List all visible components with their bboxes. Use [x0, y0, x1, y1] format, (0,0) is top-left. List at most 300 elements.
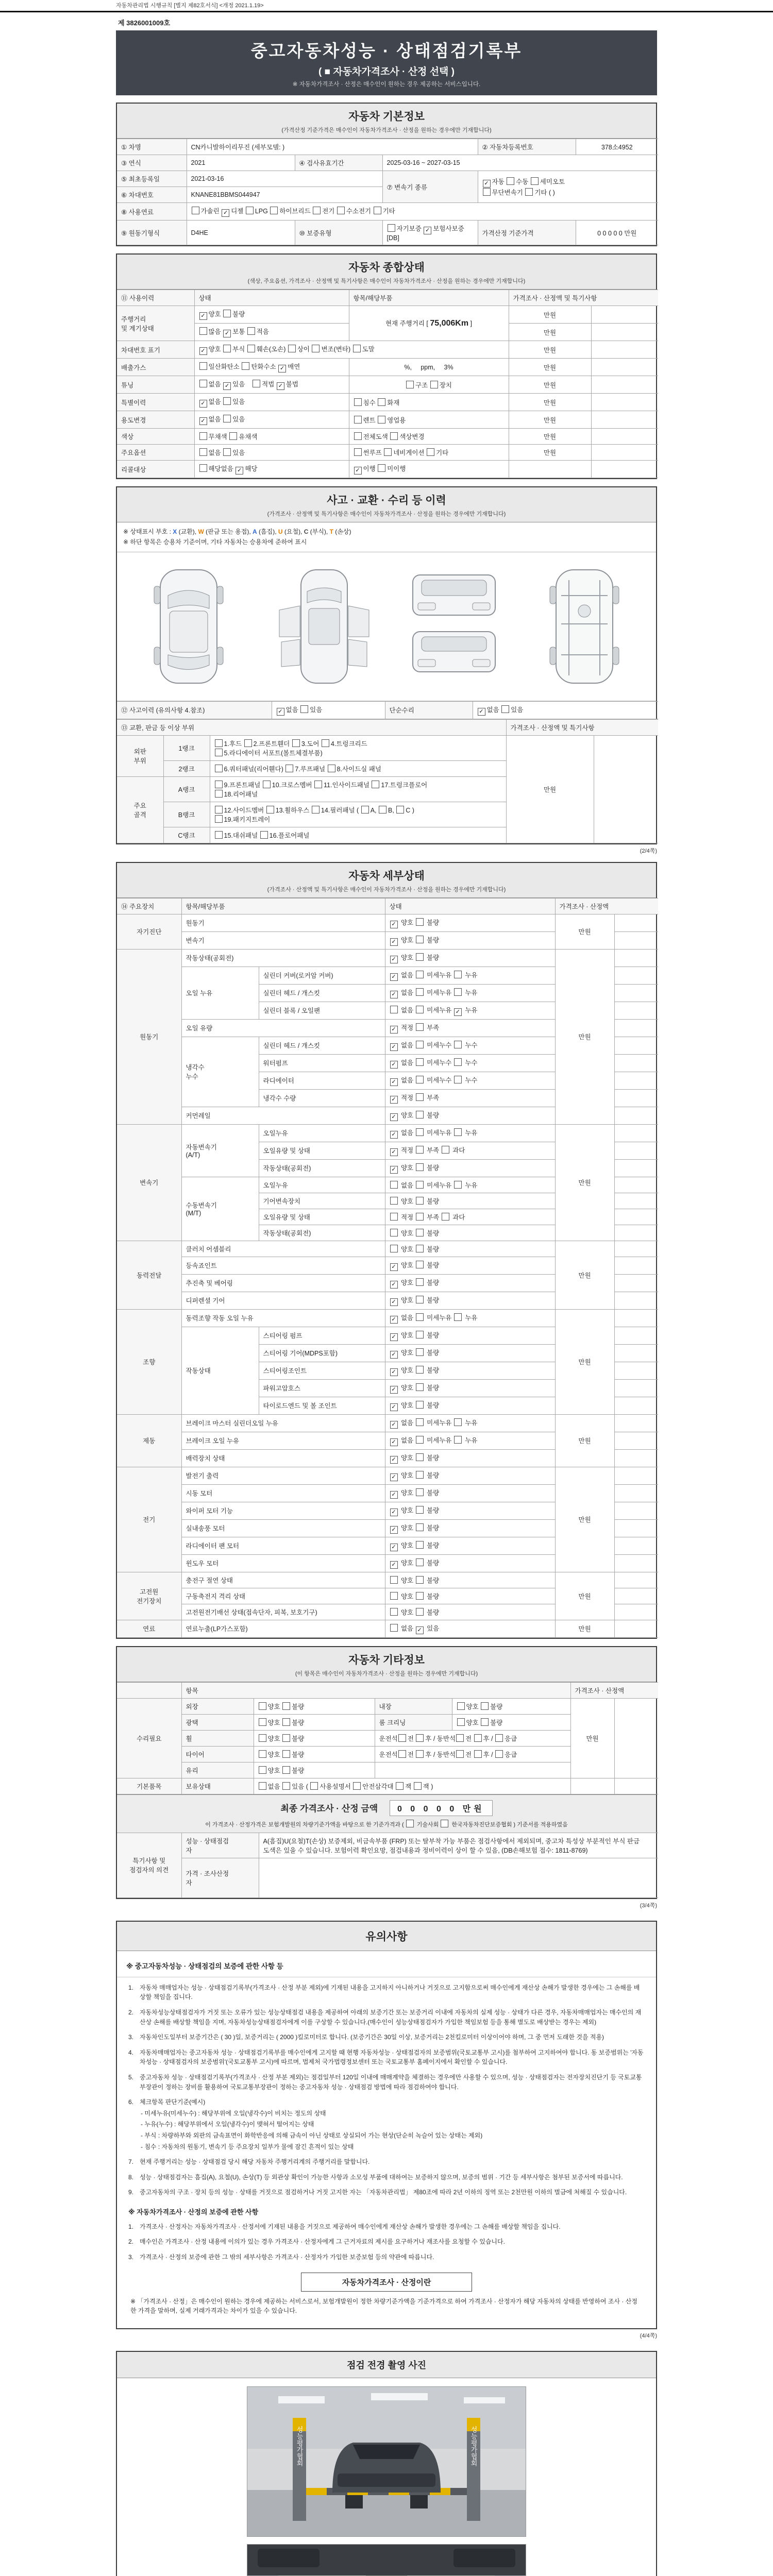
checkbox-empty-icon: [244, 739, 252, 747]
checkbox-checked-icon: ✓: [390, 1351, 398, 1359]
notice-item: [128, 2073, 645, 2092]
table-cell: ⑬ 교환, 판금 등 이상 부위: [117, 719, 506, 735]
checkbox-checked-icon: ✓: [390, 1456, 398, 1464]
checkbox-empty-icon: [199, 362, 207, 370]
state-symbol-W: W: [198, 528, 204, 535]
table-cell: [594, 735, 658, 843]
table-cell: 양호 불량: [385, 1588, 555, 1604]
table-cell: [614, 1209, 658, 1225]
table-cell: 보유상태: [181, 1778, 254, 1794]
table-cell: 만원: [555, 1620, 614, 1637]
notice-subitem: - 미세누유(미세누수) : 해당부위에 오일(냉각수)이 비치는 정도의 상태: [141, 2109, 326, 2117]
car-underbody-diagram: [520, 560, 649, 693]
table-cell: 양호 불량: [254, 1698, 375, 1714]
table-cell: ✓ 양호 불량: [385, 1449, 555, 1467]
section-photos: [116, 2351, 657, 2576]
table-cell: ⑨ 원동기형식: [117, 221, 187, 245]
checkbox-empty-icon: [427, 448, 434, 456]
table-cell: 오일 누유: [181, 967, 259, 1019]
checkbox-empty-icon: [454, 1076, 462, 1083]
table-cell: 제동: [117, 1414, 181, 1467]
table-cell: ✓ 없음 미세누유 누유: [385, 1124, 555, 1142]
page-title: 중고자동차성능 · 상태점검기록부: [250, 41, 523, 60]
page-marker-4: (4/4쪽): [640, 2332, 657, 2339]
checkbox-empty-icon: [390, 1576, 398, 1584]
table-cell: ✓ 이행 미이행: [349, 461, 509, 478]
checkbox-empty-icon: [416, 1471, 424, 1479]
table-cell: 윈도우 모터: [181, 1554, 385, 1572]
table-cell: [591, 341, 658, 359]
section-etc-title: 자동차 기타정보: [348, 1654, 425, 1666]
table-cell: [591, 445, 658, 461]
table-cell: ✓ 양호 불량: [385, 1379, 555, 1397]
checkbox-empty-icon: [372, 781, 379, 788]
checkbox-empty-icon: [282, 1766, 290, 1774]
notice-item: [128, 2097, 645, 2151]
price-definition-box-title: 자동차가격조사 · 산정이란: [301, 2273, 472, 2292]
notice-item-text: 매수인은 가격조사 · 산정 내용에 이의가 있는 경우 가격조사 · 산정자에게 그 근거자료의 제시를 요구하거나 재조사를 요청할 수 있습니다.: [140, 2238, 505, 2246]
table-cell: 1랭크: [163, 735, 210, 760]
checkbox-checked-icon: ✓: [390, 1026, 398, 1033]
notice-item-list: [117, 1983, 656, 2197]
table-cell: 원동기: [181, 914, 385, 931]
table-cell: 용도변경: [117, 411, 194, 429]
table-cell: 양호 불량: [385, 1225, 555, 1241]
checkbox-checked-icon: ✓: [390, 1131, 398, 1139]
checkbox-checked-icon: ✓: [354, 467, 362, 474]
notice-subheading: ※ 중고자동차성능 · 상태점검의 보증에 관한 사항 등: [117, 1953, 656, 1977]
table-row: [117, 1414, 658, 1432]
checkbox-empty-icon: [354, 398, 362, 406]
table-cell: 만원: [555, 1124, 614, 1241]
table-cell: 가격조사 · 산정액 및 특기사항: [506, 719, 658, 735]
table-cell: ⑫ 사고이력 (유의사항 4.참조): [117, 701, 272, 719]
accident-simple-repair-table: [117, 701, 658, 719]
table-row: [117, 701, 658, 719]
table-cell: A랭크: [163, 776, 210, 802]
table-cell: ✓ 없음 미세누유 누유: [385, 1432, 555, 1449]
table-cell: ⑧ 사용연료: [117, 203, 187, 221]
table-cell: [614, 1274, 658, 1292]
table-cell: 고전원전기배선 상태(접속단자, 피복, 보호기구): [181, 1604, 385, 1620]
notice-item-number: 3.: [128, 2253, 134, 2261]
notice-item-number: 6.: [128, 2098, 134, 2106]
table-cell: 구동축전지 격리 상태: [181, 1588, 385, 1604]
checkbox-empty-icon: [199, 464, 207, 472]
table-cell: ✓ 없음 미세누유 누유: [385, 967, 555, 984]
checkbox-empty-icon: [282, 1734, 290, 1742]
notice-item-text: 자동차매매업자는 중고자동차 성능 · 상태점검기록부를 매수인에게 고지할 때 현행 자동차성능 · 상태점검자의 보증범위(국토교통부 고시)를 첨부하여 고지하여야 합니다. 동 보증범위는 '자동차성능 · 상태점검자의 보증범위'(국토교통부 고시)에 따르며, 법제처 국가법령정보센터 또는 국토교통부 홈페이지에서 확인할 수 있습니다.: [140, 2048, 644, 2066]
table-cell: 2021-03-16: [187, 171, 382, 187]
checkbox-checked-icon: ✓: [424, 227, 431, 234]
table-cell: ✓ 자동 수동 세미오토 무단변속기 기타 ( ): [478, 171, 658, 203]
checkbox-empty-icon: [354, 416, 362, 423]
symbol-legend-line: [123, 527, 650, 537]
checkbox-empty-icon: [416, 1750, 424, 1758]
table-cell: 양호 불량: [254, 1714, 375, 1730]
table-cell: ✓ 양호 부식 훼손(오손) 상이 변조(변타) 도말: [194, 341, 509, 359]
checkbox-empty-icon: [416, 1006, 424, 1013]
checkbox-empty-icon: [457, 1718, 465, 1726]
notice-item-text: 자동차성능상태점검자가 거짓 또는 오류가 있는 성능상태점검 내용을 제공하여 아래의 보증기간 또는 보증거리 이내에 자동차의 실제 성능 · 상태가 다른 경우, 자동차매매업자는 매수인의 재산상 손해를 배상할 책임을 지며, 자동차성능상태점검자에게 이를 구상할 수 있습니다.(매수인이 성능상태점검자가 가입한 책임보험 등을 통해 별도로 배상받는 경우는 제외): [140, 2008, 642, 2026]
table-cell: 양호 불량: [254, 1746, 375, 1762]
checkbox-empty-icon: [260, 831, 268, 839]
table-row: [117, 735, 658, 760]
checkbox-checked-icon: ✓: [390, 1438, 398, 1446]
document-number: 제 3826001009호: [118, 19, 171, 27]
table-cell: 내장: [375, 1698, 452, 1714]
table-cell: 수리필요: [117, 1698, 181, 1778]
checkbox-empty-icon: [199, 448, 207, 456]
state-symbol-A: A: [253, 528, 257, 535]
final-price-note: 이 가격조사 · 산정가격은 보험개발원의 차량기준가액을 바탕으로 한 기준가격과 ( 기술사회 한국자동차진단보증협회 ) 기준서를 적용하였음: [117, 1820, 656, 1828]
table-cell: [614, 1414, 658, 1432]
checkbox-empty-icon: [454, 1436, 462, 1444]
final-price-amount: 0 0 0 0 0 만원: [390, 1800, 493, 1816]
table-cell: ✓ 없음 미세누유 누유: [385, 1414, 555, 1432]
table-cell: ✓ 없음 미세누수 누수: [385, 1037, 555, 1054]
checkbox-empty-icon: [396, 806, 404, 814]
table-cell: 가격산정 기준가격: [478, 221, 576, 245]
table-cell: 전기: [117, 1467, 181, 1572]
checkbox-empty-icon: [384, 448, 392, 456]
table-cell: ⑤ 최초등록일: [117, 171, 187, 187]
checkbox-checked-icon: ✓: [390, 1298, 398, 1306]
checkbox-empty-icon: [199, 432, 207, 440]
table-cell: [509, 461, 591, 478]
checkbox-empty-icon: [406, 381, 414, 388]
checkbox-checked-icon: ✓: [390, 1526, 398, 1534]
table-cell: [614, 1698, 658, 1778]
checkbox-empty-icon: [390, 1197, 398, 1205]
notice-item-text: 체크항목 판단기준(예시) - 미세누유(미세누수) : 해당부위에 오일(냉각수)이 비치는 정도의 상태 - 누유(누수) : 해당부위에서 오일(냉각수)이 맺혀서 떨어지는 상태 - 부식 : 차량하부와 외판의 금속표면이 화학반응에 의해 금속이 아닌 상태로 상실되어 가는 현상(단순히 녹슬어 있는 상태는 제외) - 침수 : 자동차의 원동기, 변속기 등 주요장치 일부가 물에 잠긴 흔적이 있는 상태: [140, 2097, 645, 2151]
checkbox-empty-icon: [215, 781, 223, 788]
checkbox-empty-icon: [246, 207, 254, 214]
checkbox-empty-icon: [314, 781, 322, 788]
checkbox-empty-icon: [416, 1576, 424, 1584]
table-cell: 브레이크 마스터 실린더오일 누유: [181, 1414, 385, 1432]
checkbox-empty-icon: [378, 464, 385, 472]
checkbox-empty-icon: [416, 1163, 424, 1171]
car-front-rear-view-diagram: [395, 560, 513, 693]
table-cell: A(흠집)U(요철)T(손상) 보증제외, 비금속부품 (FRP) 또는 탈부착 가능 부품은 점검사항에서 제외되며, 중고차 특성상 부분적인 부식 판금 도색은 있을 수 있습니다. 보험이력 확인요망, 점검내용과 정비이력이 상이 할 수 있음, (DB손해보험 접수: 1811-8769): [259, 1833, 658, 1858]
table-cell: 기본품목: [117, 1778, 181, 1794]
table-cell: 냉각수 수량: [259, 1089, 385, 1107]
table-cell: ⑦ 변속기 종류: [382, 171, 478, 203]
table-cell: 만원: [509, 359, 591, 376]
checkbox-checked-icon: ✓: [390, 1061, 398, 1069]
table-cell: 15.대쉬패널 16.플로어패널: [210, 827, 506, 843]
table-cell: 고전원 전기장치: [117, 1572, 181, 1620]
table-cell: ⑩ 보증유형: [295, 221, 382, 245]
section-etc-subtitle: (이 항목은 매수인이 자동차가격조사 · 산정을 원하는 경우에만 기재합니다): [295, 1670, 478, 1677]
table-cell: [614, 1054, 658, 1072]
checkbox-empty-icon: [456, 1750, 464, 1758]
table-cell: 타이어: [181, 1746, 254, 1762]
table-cell: 클러치 어셈블리: [181, 1241, 385, 1257]
checkbox-empty-icon: [416, 1436, 424, 1444]
table-cell: 시동 모터: [181, 1484, 385, 1502]
page-title-note: ※ 자동차가격조사 · 산정은 매수인이 원하는 경우 제공하는 서비스입니다.: [292, 81, 481, 88]
table-cell: 만원: [555, 1241, 614, 1309]
section-notice-title: 유의사항: [365, 1930, 408, 1943]
checkbox-empty-icon: [390, 1006, 398, 1013]
table-cell: 색상: [117, 429, 194, 445]
table-row: [117, 1467, 658, 1484]
table-cell: B랭크: [163, 802, 210, 827]
table-cell: ③ 연식: [117, 155, 187, 171]
checkbox-empty-icon: [416, 1229, 424, 1236]
checkbox-checked-icon: ✓: [223, 330, 231, 337]
checkbox-empty-icon: [288, 345, 296, 352]
table-cell: 만원: [555, 1572, 614, 1620]
overall-state-table: [117, 290, 658, 478]
checkbox-empty-icon: [416, 1331, 424, 1338]
checkbox-empty-icon: [223, 415, 231, 422]
table-cell: [259, 1858, 658, 1897]
notice-item-number: 9.: [128, 2189, 134, 2196]
table-cell: ✓ 없음 있음: [473, 701, 658, 719]
checkbox-empty-icon: [285, 765, 293, 772]
checkbox-empty-icon: [247, 345, 255, 352]
table-cell: ✓ 양호 불량: [385, 1327, 555, 1344]
table-cell: ⑪ 사용이력: [117, 290, 194, 306]
checkbox-checked-icon: ✓: [277, 708, 284, 716]
checkbox-empty-icon: [223, 397, 231, 405]
checkbox-empty-icon: [454, 1058, 462, 1066]
table-cell: 스티어링조인트: [259, 1362, 385, 1379]
checkbox-empty-icon: [442, 1213, 449, 1221]
checkbox-empty-icon: [253, 380, 260, 387]
checkbox-empty-icon: [501, 705, 509, 713]
table-cell: ✓ 없음 미세누수 누수: [385, 1054, 555, 1072]
table-cell: ④ 검사유효기간: [295, 155, 382, 171]
checkbox-empty-icon: [328, 765, 335, 772]
checkbox-checked-icon: ✓: [390, 1509, 398, 1516]
checkbox-empty-icon: [495, 1734, 503, 1742]
table-cell: ✓ 없음 미세누유 누유: [385, 984, 555, 1002]
checkbox-checked-icon: ✓: [390, 1316, 398, 1324]
table-cell: CN카니발하이리무진 (세부모델: ): [187, 139, 478, 155]
table-row: [117, 1698, 658, 1714]
table-row: [117, 1241, 658, 1257]
table-cell: ✓ 양호 불량: [385, 1484, 555, 1502]
checkbox-empty-icon: [259, 1734, 266, 1742]
table-cell: [614, 1002, 658, 1019]
checkbox-checked-icon: ✓: [223, 382, 231, 390]
checkbox-empty-icon: [416, 1608, 424, 1616]
notice-item: [128, 2237, 645, 2247]
checkbox-checked-icon: ✓: [390, 1473, 398, 1481]
notice-item: [128, 2157, 645, 2167]
table-cell: 렌트 영업용: [349, 411, 509, 429]
checkbox-checked-icon: ✓: [390, 991, 398, 998]
table-row: [117, 1124, 658, 1142]
checkbox-empty-icon: [215, 749, 223, 756]
checkbox-checked-icon: ✓: [390, 1166, 398, 1174]
table-cell: [591, 429, 658, 445]
notice-item-text: 자동차 매매업자는 성능 · 상태점검기록부(가격조사 · 산정 부분 제외)에 기재된 내용을 고지하지 아니하거나 거짓으로 고지함으로써 매수인에게 재산상 손해가 발생한 경우에는 그 손해를 배상할 책임을 집니다.: [140, 1984, 640, 2001]
table-cell: ⑥ 차대번호: [117, 187, 187, 203]
form-revision-note: 자동차관리법 시행규칙 [별지 제82호서식] <개정 2021.1.19>: [116, 3, 264, 9]
table-row: [117, 376, 658, 394]
table-cell: [614, 1397, 658, 1414]
table-cell: 적정 부족 과다: [385, 1209, 555, 1225]
table-cell: ✓ 양호 불량: [385, 1397, 555, 1414]
checkbox-empty-icon: [259, 1766, 266, 1774]
table-cell: 2랭크: [163, 760, 210, 776]
table-cell: [614, 1159, 658, 1177]
section-detail-title: 자동차 세부상태: [348, 870, 425, 882]
checkbox-empty-icon: [312, 806, 320, 814]
checkbox-empty-icon: [353, 1782, 361, 1790]
table-row: [117, 290, 658, 306]
checkbox-empty-icon: [416, 1401, 424, 1409]
checkbox-empty-icon: [396, 1782, 404, 1790]
table-cell: 튜닝: [117, 376, 194, 394]
table-cell: 운전석 전 후 / 동반석 전 후 / 응급: [375, 1730, 570, 1746]
table-cell: 커먼레일: [181, 1107, 385, 1124]
table-cell: 양호 불량: [254, 1730, 375, 1746]
checkbox-empty-icon: [416, 1261, 424, 1268]
checkbox-empty-icon: [454, 1181, 462, 1189]
table-cell: ✓ 양호 불량: [385, 1107, 555, 1124]
table-cell: ① 차명: [117, 139, 187, 155]
checkbox-empty-icon: [259, 1782, 266, 1790]
notice-item-number: 4.: [128, 2048, 134, 2056]
state-symbol-T: T: [329, 528, 333, 535]
notice-item: [128, 2222, 645, 2232]
checkbox-empty-icon: [416, 1093, 424, 1101]
notice-item: [128, 2252, 645, 2262]
table-cell: 실린더 블록 / 오일팬: [259, 1002, 385, 1019]
checkbox-empty-icon: [259, 1702, 266, 1710]
table-cell: [614, 1519, 658, 1537]
checkbox-checked-icon: ✓: [390, 956, 398, 963]
checkbox-empty-icon: [199, 327, 207, 335]
table-cell: 타이로드엔드 및 볼 조인트: [259, 1397, 385, 1414]
table-cell: ✓ 양호 불량: [385, 1554, 555, 1572]
table-cell: 자기보증 ✓ 보험사보증 [DB]: [382, 221, 478, 245]
table-row: [117, 306, 658, 324]
checkbox-empty-icon: [507, 177, 514, 185]
page-marker-2: (2/4쪽): [640, 848, 657, 854]
inspection-photo-front: [247, 2386, 526, 2537]
table-cell: [591, 359, 658, 376]
page-marker-3: (3/4쪽): [640, 1902, 657, 1909]
table-cell: 워터펌프: [259, 1054, 385, 1072]
table-cell: %, ppm, 3%: [349, 359, 509, 376]
table-row: [117, 1620, 658, 1637]
table-cell: 브레이크 오일 누유: [181, 1432, 385, 1449]
table-cell: 연료: [117, 1620, 181, 1637]
table-cell: 만원: [555, 1414, 614, 1467]
checkbox-empty-icon: [215, 765, 223, 772]
table-cell: 12.사이드멤버 13.휠하우스 14.필러패널 ( A, B, C ) 19.패키지트레이: [210, 802, 506, 827]
table-cell: 오일유량 및 상태: [259, 1209, 385, 1225]
state-symbol-label: (판금 또는 용접),: [204, 528, 253, 535]
table-cell: 양호 불량: [385, 1604, 555, 1620]
table-cell: 특별이력: [117, 394, 194, 411]
notice-item-text: 자동차인도일부터 보증기간은 ( 30 )일, 보증거리는 ( 2000 )킬로미터로 합니다. (보증기간은 30일 이상, 보증거리는 2천킬로미터 이상이어야 하며, 그 중 먼저 도래한 것을 적용): [140, 2033, 604, 2041]
table-cell: 항목: [181, 1682, 570, 1698]
section-detail-subtitle: (가격조사 · 산정액 및 특기사항은 매수인이 자동차가격조사 · 산정을 원하는 경우에만 기재합니다): [267, 886, 506, 893]
section-overall-title: 자동차 종합상태: [348, 262, 425, 274]
notice-price-heading: ※ 자동차가격조사 · 산정의 보증에 관한 사항: [128, 2208, 259, 2216]
checkbox-empty-icon: [390, 1608, 398, 1616]
table-cell: 없음 ✓ 있음: [385, 1620, 555, 1637]
checkbox-empty-icon: [454, 1128, 462, 1136]
table-cell: 오일누유: [259, 1124, 385, 1142]
checkbox-checked-icon: ✓: [390, 1368, 398, 1376]
notice-item-number: 1.: [128, 1984, 134, 1991]
table-cell: ✓ 없음 있음: [194, 394, 349, 411]
section-overall-state: [116, 253, 657, 479]
checkbox-empty-icon: [215, 790, 223, 798]
notice-item-number: 2.: [128, 2238, 134, 2246]
table-cell: 변속기: [181, 931, 385, 949]
table-cell: 만원: [509, 306, 591, 324]
table-cell: 주행거리 및 계기상태: [117, 306, 194, 341]
checkbox-empty-icon: [454, 1313, 462, 1321]
section-basic-subtitle: (가격산정 기준가격은 매수인이 자동차가격조사 · 산정을 원하는 경우에만 기재합니다): [281, 127, 492, 133]
section-accident-history: [116, 486, 657, 844]
table-cell: 라디에이터: [259, 1072, 385, 1089]
state-symbol-U: U: [278, 528, 283, 535]
table-cell: 조향: [117, 1309, 181, 1414]
table-cell: 항목/해당부품: [349, 290, 509, 306]
title-band: [116, 30, 657, 95]
table-cell: 주요옵션: [117, 445, 194, 461]
table-cell: [614, 1362, 658, 1379]
table-cell: 썬루프 네비게이션 기타: [349, 445, 509, 461]
checkbox-empty-icon: [270, 207, 278, 214]
table-cell: 등속죠인트: [181, 1257, 385, 1274]
table-cell: [614, 967, 658, 984]
notice-item-text: 가격조사 · 산정자는 자동차가격조사 · 산정서에 기재된 내용을 거짓으로 제공하여 매수인에게 재산상 손해가 발생한 경우에는 그 손해를 배상할 책임을 집니다.: [140, 2223, 561, 2230]
section-detail-state: [116, 862, 657, 1639]
table-cell: 없음 있음 ( 사용설명서 안전삼각대 잭 잭 ): [254, 1778, 570, 1794]
table-cell: 배력장치 상태: [181, 1449, 385, 1467]
section-etc-info: [116, 1646, 657, 1899]
checkbox-empty-icon: [310, 1782, 318, 1790]
notice-subitem: - 침수 : 자동차의 원동기, 변속기 등 주요장치 일부가 물에 잠긴 흔적이 있는 상태: [141, 2143, 354, 2150]
table-cell: ✓ 적정 부족: [385, 1089, 555, 1107]
table-cell: 양호 불량: [385, 1193, 555, 1209]
table-row: [117, 1778, 658, 1794]
table-cell: 가격조사 · 산정액: [570, 1682, 658, 1698]
checkbox-empty-icon: [390, 1229, 398, 1236]
table-cell: 실린더 커버(로커암 커버): [259, 967, 385, 984]
checkbox-empty-icon: [247, 327, 255, 335]
table-cell: D4HE: [187, 221, 295, 245]
symbol-legend-note2: ※ 하단 항목은 승용차 기준이며, 기타 자동차는 승용차에 준하여 표시: [123, 538, 307, 546]
table-cell: 유리: [181, 1762, 254, 1778]
table-cell: 기어변속장치: [259, 1193, 385, 1209]
detail-state-table: [117, 898, 658, 1638]
checkbox-empty-icon: [414, 1782, 422, 1790]
table-cell: 만원: [509, 376, 591, 394]
checkbox-checked-icon: ✓: [390, 1333, 398, 1341]
table-cell: 없음 있음: [194, 445, 349, 461]
checkbox-empty-icon: [337, 207, 345, 214]
checkbox-empty-icon: [223, 448, 231, 456]
table-cell: [614, 949, 658, 967]
checkbox-empty-icon: [259, 1718, 266, 1726]
checkbox-checked-icon: ✓: [390, 1561, 398, 1569]
table-cell: ② 자동차등록번호: [478, 139, 576, 155]
basic-info-table: [117, 139, 658, 245]
